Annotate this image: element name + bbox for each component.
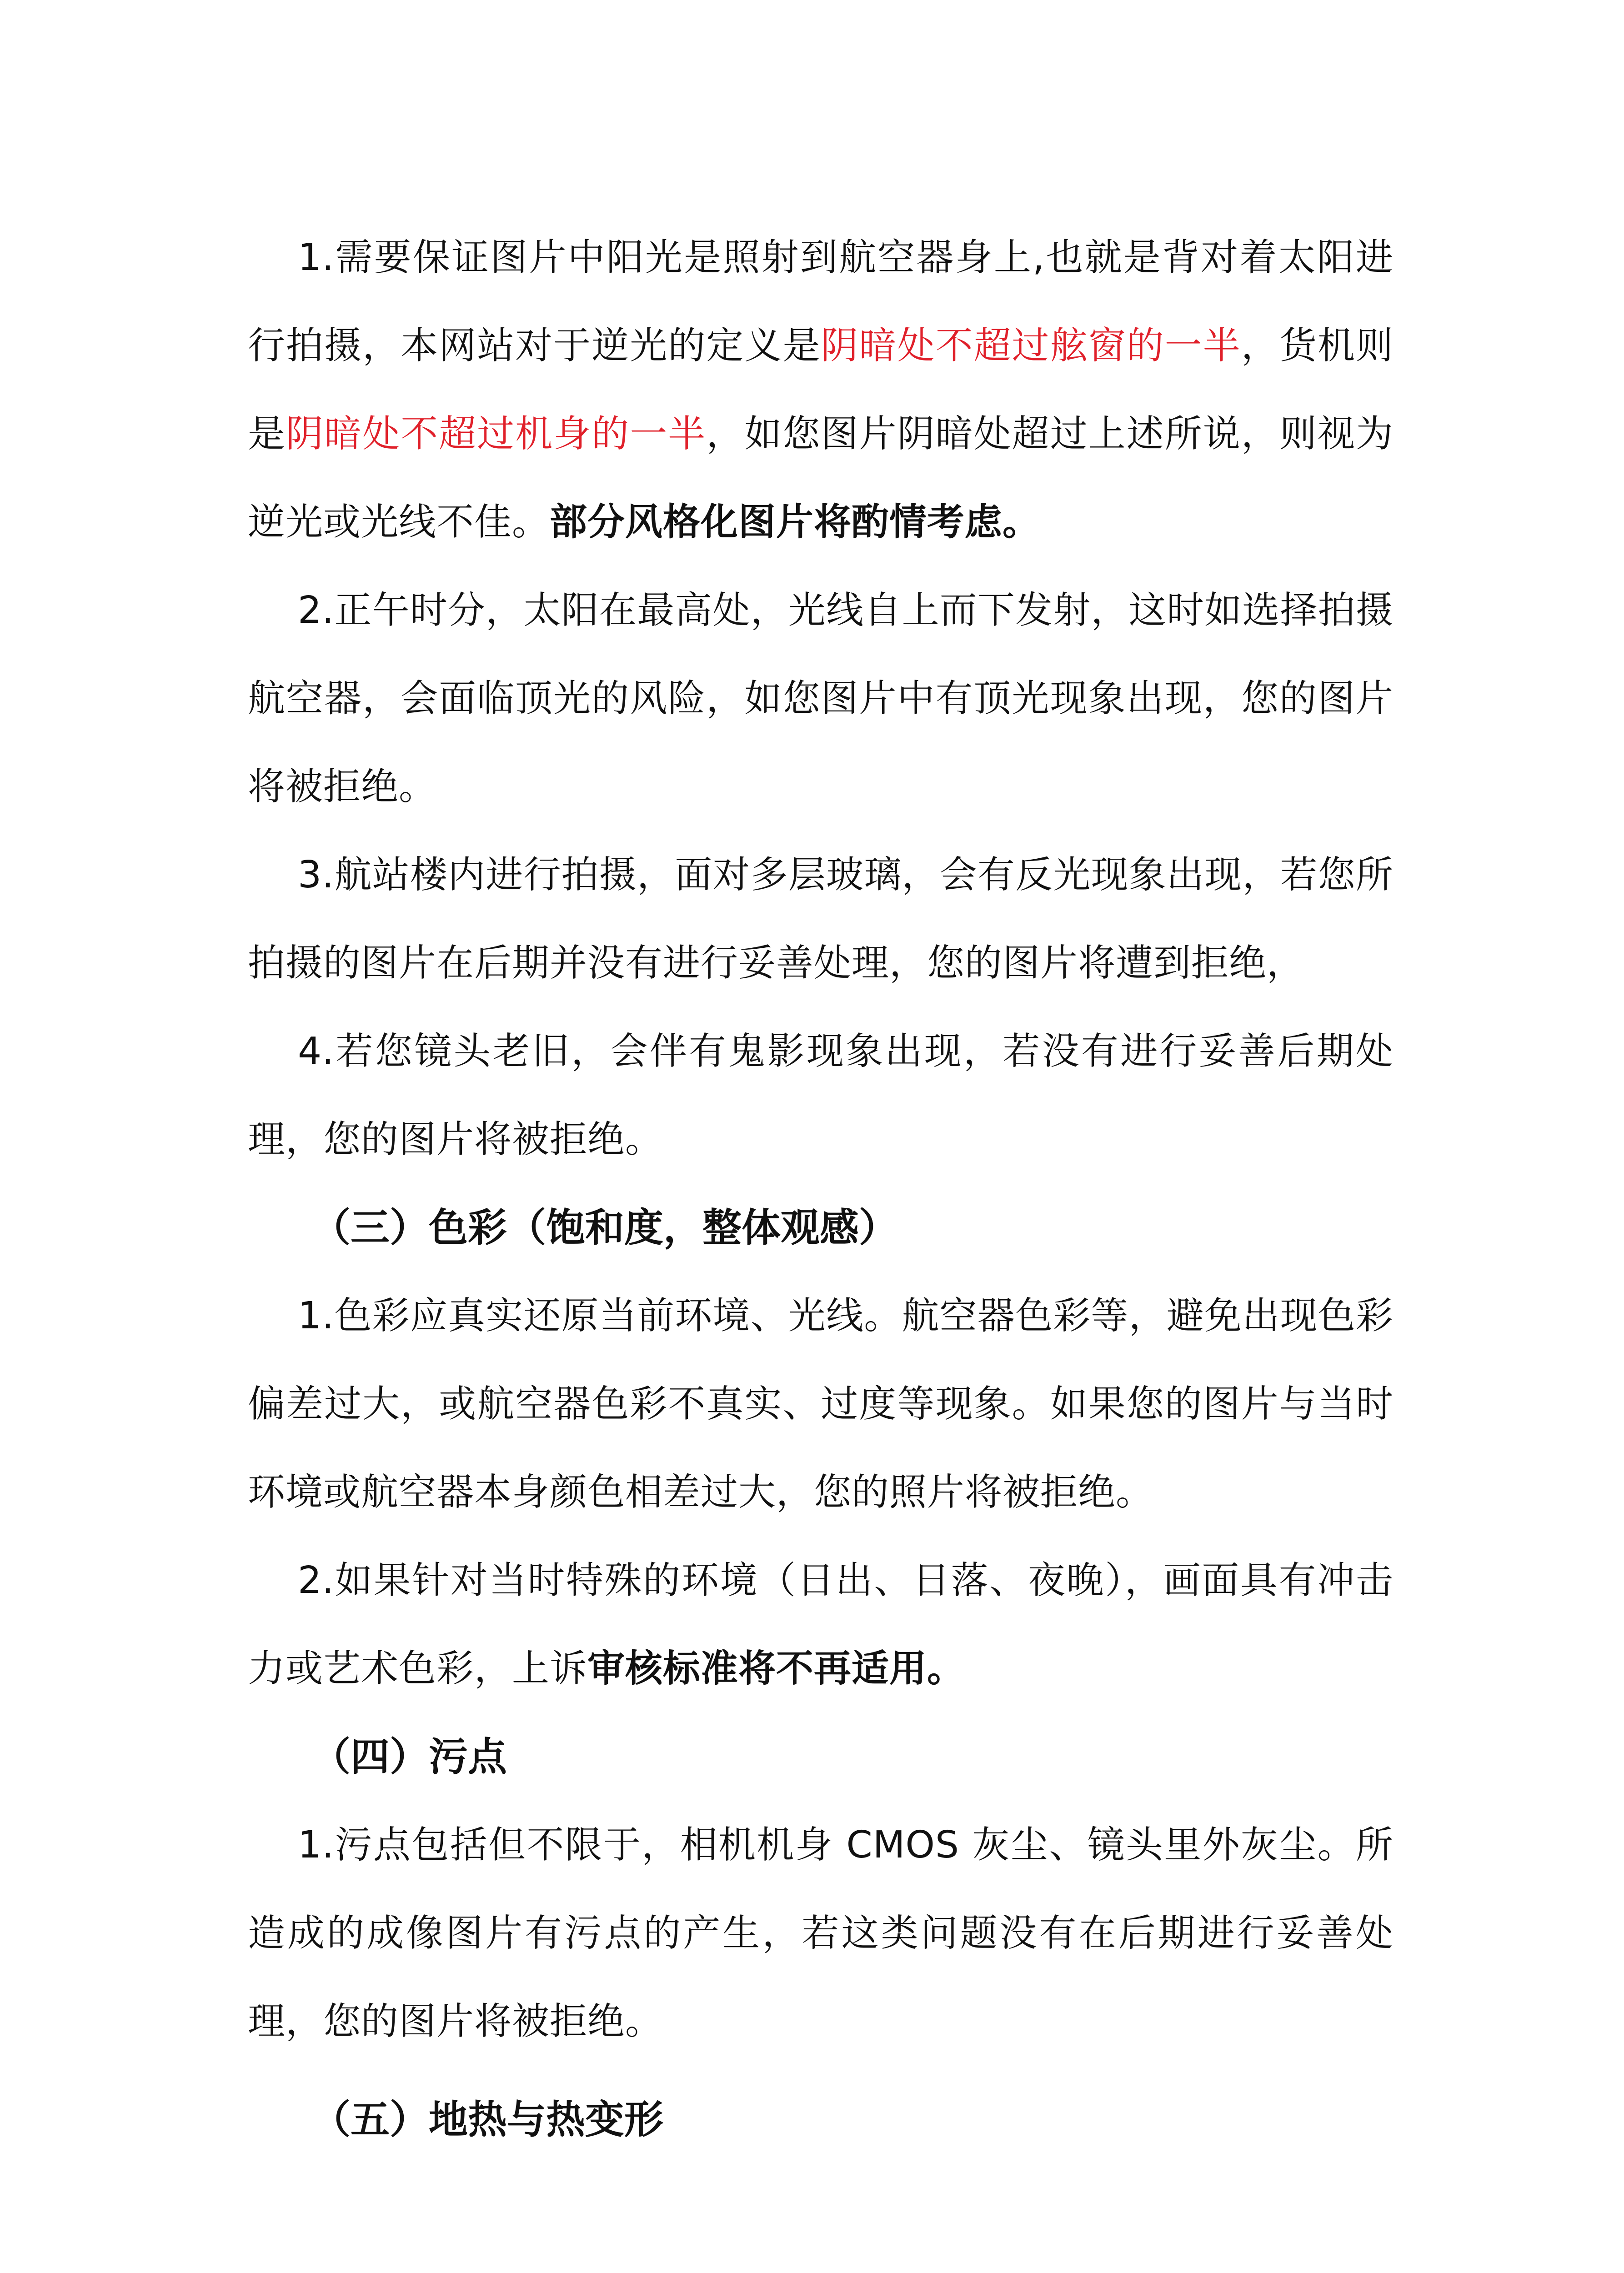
text-run: ，货机则是: [248, 324, 1393, 456]
section-heading-color: （三）色彩（饱和度，整体观感）: [311, 1205, 898, 1251]
highlight-window-rule: 阴暗处不超过舷窗的一半: [821, 324, 1241, 367]
document-page: [248, 214, 1393, 2164]
section-heading-spots: （四）污点: [311, 1734, 507, 1780]
paragraph-special-environment: [248, 1537, 1393, 1713]
text-run: ，如您图片阴暗处超过上述所说，则视为逆光或光线不佳。: [248, 412, 1393, 544]
paragraph-backlight-rule: [248, 214, 1393, 566]
paragraph-color-accuracy: 1.色彩应真实还原当前环境、光线。航空器色彩等，避免出现色彩偏差过大，或航空器色彩不真实、过度等现象。如果您的图片与当时环境或航空器本身颜色相差过大，您的照片将被拒绝。: [248, 1294, 1393, 1514]
paragraph-noon-light: 2.正午时分，太阳在最高处，光线自上而下发射，这时如选择拍摄航空器，会面临顶光的风险，如您图片中有顶光现象出现，您的图片将被拒绝。: [248, 589, 1393, 808]
paragraph-lens-ghosting: 4.若您镜头老旧，会伴有鬼影现象出现，若没有进行妥善后期处理，您的图片将被拒绝。: [248, 1030, 1393, 1161]
text-run: 2.如果针对当时特殊的环境（日出、日落、夜晚），画面具有冲击力或艺术色彩，上诉: [248, 1559, 1393, 1690]
text-run: 1.需要保证图片中阳光是照射到航空器身上,也就是背对着太阳进行拍摄，本网站对于逆光的定义是: [248, 236, 1393, 367]
bold-note: 审核标准将不再适用。: [587, 1647, 965, 1690]
bold-note: 部分风格化图片将酌情考虑。: [550, 501, 1041, 544]
paragraph-dust-spots: 1.污点包括但不限于，相机机身 CMOS 灰尘、镜头里外灰尘。所造成的成像图片有污点的产生，若这类问题没有在后期进行妥善处理，您的图片将被拒绝。: [248, 1823, 1393, 2043]
highlight-fuselage-rule: 阴暗处不超过机身的一半: [286, 412, 707, 456]
paragraph-terminal-reflection: 3.航站楼内进行拍摄，面对多层玻璃，会有反光现象出现，若您所拍摄的图片在后期并没有进行妥善处理，您的图片将遭到拒绝，: [248, 853, 1393, 985]
section-heading-heat-distortion: （五）地热与热变形: [311, 2097, 663, 2143]
